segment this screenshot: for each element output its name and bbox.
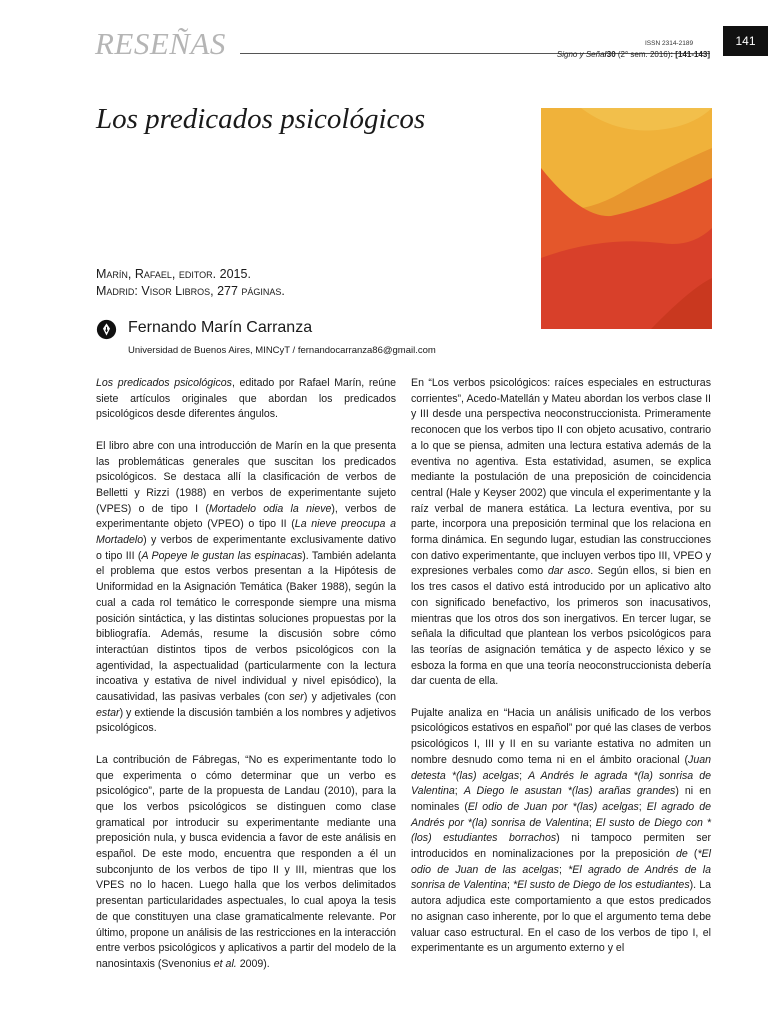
page-number: 141 xyxy=(723,26,768,56)
article-title: Los predicados psicológicos xyxy=(96,103,426,135)
journal-pages: : [141-143] xyxy=(670,50,710,59)
citation-line-editor: Marín, Rafael, editor. 2015. xyxy=(96,267,251,281)
body-column-left xyxy=(96,376,396,988)
body-column-right xyxy=(411,376,711,973)
book-citation xyxy=(96,266,285,300)
book-cover-image xyxy=(541,108,712,329)
paragraph: En “Los verbos psicológicos: raíces especiales en estructuras corrientes”, Acedo-Matellán y Mateu abordan los verbos clase II y III desde una perspectiva neoconstruccionista. Primeramente reconocen que los verbos tipo II con objeto acusativo, contrario a lo que se piensa, admiten una lectura estativa además de la eventiva no agentiva. Esta estatividad, asumen, se explica mediante la postulación de una preposición de coincidencia central (Hale y Keyser 2002) que vincula el experimentante y la raíz verbal de manera estática. La lectura eventiva, por su parte, incorpora una preposición terminal que los relaciona en forma dinámica. En segundo lugar, estudian las construcciones con dativo experimentante, que incluyen verbos tipo III, VPEO y expresiones verbales como dar asco. Según ellos, si bien en los tres casos el dativo está introducido por un aplicativo alto con significado benefactivo, los primeros son inacusativos, mientras que los otros dos son inergativos. En tercer lugar, se señala la dificultad que plantean los verbos psicológicos para las teorías de asignación temática y de aspecto léxico y se esboza la forma en que una teoría neoconstruccionista debería dar cuenta de ella. xyxy=(411,377,711,688)
author-affiliation: Universidad de Buenos Aires, MINCyT / fernandocarranza86@gmail.com xyxy=(128,345,436,356)
pen-nib-icon xyxy=(96,319,117,340)
journal-name: Signo y Seña xyxy=(556,50,605,59)
paragraph: El libro abre con una introducción de Marín en la que presenta las problemáticas generales que suscitan los predicados psicológicos. Se destaca allí la clasificación de verbos de Belletti y Rizzi (1988) en verbos de experimentante sujeto (VPES) o de tipo I (Mortadelo odia la nieve), verbos de experimentante objeto (VPEO) o tipo II (La nieve preocupa a Mortadelo) y verbos de experimentante exclusivamente dativo o tipo III (A Popeye le gustan las espinacas). También adelanta el problema que estos verbos presentan a la Hipótesis de Uniformidad en la Asignación Temática (Baker 1988), según la cual a cada rol temático le corresponde siempre una misma posición sintáctica, y las distintas soluciones propuestas por la bibliografía. Además, resume la discusión sobre cómo interactúan distintos tipos de verbos psicológicos con la agentividad, la aspectualidad (particularmente con la lectura incoativa y estativa de nivel individual y nivel episódico), la causatividad, las pasivas verbales (con ser) y adjetivales (con estar) y extiende la discusión también a los nombres y adjetivos psicológicos. xyxy=(96,439,396,735)
paragraph: La contribución de Fábregas, “No es experimentante todo lo que experimenta o cómo determinar que un verbo es psicológico”, parte de la propuesta de Landau (2010), para la que los verbos psicológicos se distinguen como clase gramatical por introducir su experimentante mediante una preposición nula, y busca evidencia a favor de este análisis en español. De este modo, encuentra que responden a él un subconjunto de los verbos de tipo II y III, mientras que los VPES no lo hacen. Luego halla que los verbos delimitados presentan particularidades aspectuales, lo cual apoya la tesis de que constituyen una clase gramaticalmente relevante. Por último, propone un análisis de las restricciones en la interacción entre verbos psicológicos y aplicativos a partir del modelo de la nanosintaxis (Svenonius et al. 2009). xyxy=(96,753,396,970)
citation-line-publisher: Madrid: Visor Libros, 277 páginas. xyxy=(96,284,285,298)
journal-reference xyxy=(557,50,710,59)
paragraph: Pujalte analiza en “Hacia un análisis unificado de los verbos psicológicos estativos en español” por qué las clases de verbos psicológicos I, III y II en su variante estativa no admiten un nombre desnudo como tema ni en el ámbito oracional (Juan detesta *(las) acelgas; A Andrés le agrada *(la) sonrisa de Valentina; A Diego le asustan *(las) arañas grandes) ni en nominales (El odio de Juan por *(las) acelgas; El agrado de Andrés por *(la) sonrisa de Valentina; El susto de Diego con *(los) estudiantes borrachos) ni tampoco permiten ser introducidos en nominalizaciones por la preposición de (*El odio de Juan de las acelgas; *El agrado de Andrés de la sonrisa de Valentina; *El susto de Diego de los estudiantes). La autora adjudica este comportamiento a que estos predicados no asignan caso inherente, por lo que el argumento tema debe valuar caso estructural. En el caso de los verbos de tipo I, el experimentante es un argumento externo y el xyxy=(411,706,712,955)
journal-semester: (2° sem. 2016) xyxy=(615,50,671,59)
issn: ISSN 2314-2189 xyxy=(645,40,694,47)
paragraph: Los predicados psicológicos, editado por Rafael Marín, reúne siete artículos originales que abordan los predicados psicológicos desde diferentes ángulos. xyxy=(96,377,396,421)
journal-issue: /30 xyxy=(604,50,616,59)
author-name: Fernando Marín Carranza xyxy=(128,319,313,336)
section-label: RESEÑAS xyxy=(95,26,226,61)
